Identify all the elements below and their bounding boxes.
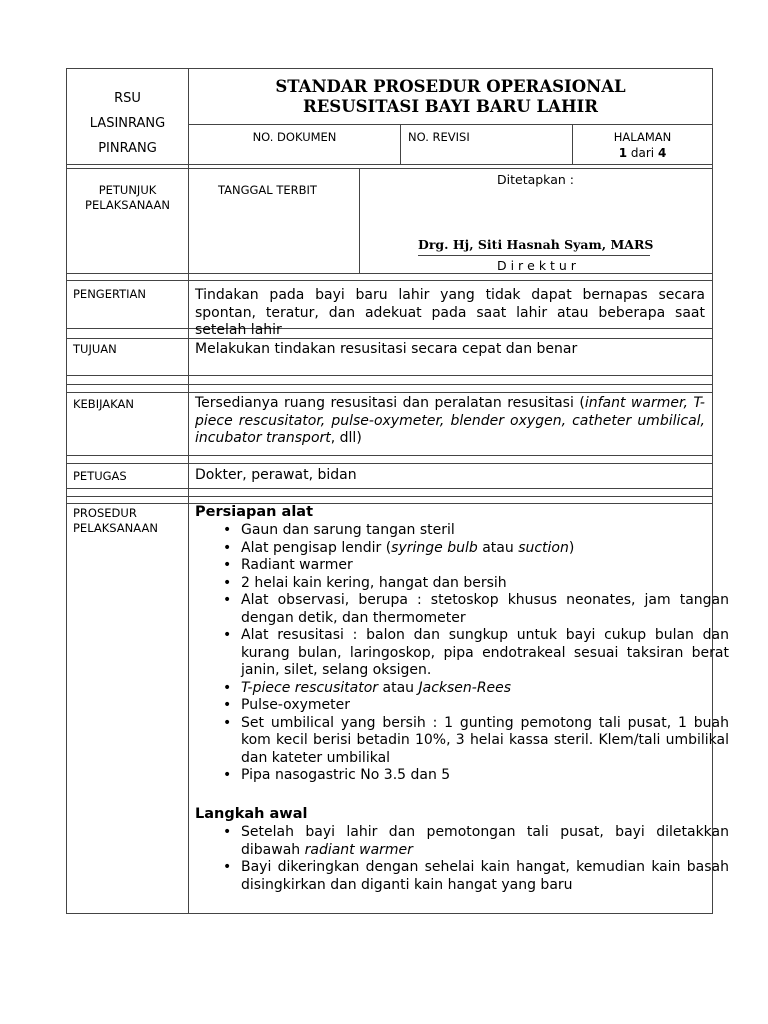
approval-label-line2: PELAKSANAAN [85,198,170,212]
kebijakan-text-start: Tersedianya ruang resusitasi dan peralatan resusitasi ( [195,395,585,411]
list-item [241,859,729,894]
hospital-name [67,86,188,161]
kebijakan-text-end: , dll) [330,430,362,446]
header-cell-divider-1 [400,124,401,164]
pengertian-label: PENGERTIAN [73,287,147,301]
kebijakan-text [195,395,705,448]
list-item-text: Alat observasi, berupa : stetoskop khusus neonates, jam tangan dengan detik, dan thermometer [241,592,729,626]
persiapan-list [217,522,729,785]
langkah-list [217,824,729,894]
page-current: 1 [618,146,628,160]
list-item [241,824,729,859]
list-item-text: atau [378,679,419,696]
list-item-italic: T-piece rescusitator [241,679,379,696]
document-title-line2: RESUSITASI BAYI BARU LAHIR [303,97,598,116]
page-label: HALAMAN [613,130,672,144]
list-item-text: Radiant warmer [241,557,353,573]
petugas-label: PETUGAS [73,469,127,483]
list-item [241,767,729,785]
list-item-text: Pipa nasogastric No 3.5 dan 5 [241,767,451,783]
kebijakan-bottom [66,455,713,456]
list-item [241,540,729,558]
petugas-bottom [66,488,713,489]
pengertian-text: Tindakan pada bayi baru lahir yang tidak dapat bernapas secara spontan, teratur, dan adekuat pada saat lahir atau beberapa saat setelah lahir [195,287,705,338]
list-item-italic: radiant warmer [304,841,413,858]
list-item-text: atau [477,539,519,556]
pengertian-top [66,280,713,281]
revision-label: NO. REVISI [408,130,470,144]
list-item-text: Setelah bayi lahir dan pemotongan tali pusat, bayi diletakkan dibawah [241,824,729,858]
list-item-text: Set umbilical yang bersih : 1 gunting pemotong tali pusat, 1 buah kom kecil berisi betadin 10%, 3 helai kassa steril. Klem/tali umbilikal dan kateter umbilikal [241,714,729,766]
hospital-name-line1: RSU [114,91,141,106]
list-item [241,575,729,593]
kebijakan-label: KEBIJAKAN [73,397,134,411]
list-item [241,522,729,540]
signature-line [418,255,650,256]
petugas-text: Dokter, perawat, bidan [195,467,357,483]
approval-bottom [66,273,713,274]
border-right [712,68,713,914]
list-item [241,557,729,575]
list-item-text: Pulse-oxymeter [241,697,350,713]
column-divider [188,68,189,914]
header-bottom [66,164,713,165]
list-item-italic: Jacksen-Rees [418,679,512,696]
header-divider [188,124,713,125]
langkah-heading: Langkah awal [195,806,308,822]
director-name: Drg. Hj, Siti Hasnah Syam, MARS [418,237,654,252]
hospital-name-line2: LASINRANG [89,116,166,131]
border-bottom [66,913,713,914]
document-title-line1: STANDAR PROSEDUR OPERASIONAL [275,77,626,96]
page-sep: dari [630,146,655,160]
director-title: D i r e k t u r [497,258,576,273]
issue-date-label: TANGGAL TERBIT [218,183,317,197]
doc-number-label: NO. DOKUMEN [252,130,337,144]
kebijakan-top [66,392,713,393]
list-item-italic: syringe bulb [391,539,478,556]
prosedur-label-line1: PROSEDUR [73,506,137,520]
tujuan-text: Melakukan tindakan resusitasi secara cepat dan benar [195,341,578,357]
list-item [241,680,729,698]
list-item [241,697,729,715]
list-item-italic: suction [518,539,569,556]
tujuan-label: TUJUAN [73,342,117,356]
page-number [573,146,712,160]
prosedur-label [73,506,185,536]
approval-label [67,183,188,213]
list-item [241,715,729,768]
document-title [189,77,712,117]
list-item-text: Alat pengisap lendir ( [241,539,392,556]
border-top [66,68,713,69]
spacer-line-1 [66,384,713,385]
list-item-text: Bayi dikeringkan dengan sehelai kain hangat, kemudian kain basah disingkirkan dan diganti kain hangat yang baru [241,859,729,893]
hospital-name-line3: PINRANG [98,141,157,156]
spacer-line-2 [66,496,713,497]
persiapan-heading: Persiapan alat [195,504,314,520]
list-item-text: 2 helai kain kering, hangat dan bersih [241,574,507,591]
established-label: Ditetapkan : [497,172,574,187]
prosedur-label-line2: PELAKSANAAN [73,521,158,535]
approval-cell-divider [359,168,360,273]
list-item-text: Gaun dan sarung tangan steril [241,522,455,538]
list-item [241,592,729,627]
kebijakan-equipment-list: infant warmer, T-piece rescusitator, pulse-oxymeter, blender oxygen, catheter umbilical, incubator transport [195,395,705,446]
list-item [241,627,729,680]
petugas-top [66,463,713,464]
approval-label-line1: PETUNJUK [98,183,157,197]
page-total: 4 [657,146,667,160]
tujuan-bottom [66,375,713,376]
list-item-text: Alat resusitasi : balon dan sungkup untuk bayi cukup bulan dan kurang bulan, laringoskop, pipa endotrakeal sesuai taksiran berat janin, silet, selang oksigen. [241,627,729,678]
approval-top [66,168,713,169]
list-item-text: ) [568,539,575,556]
